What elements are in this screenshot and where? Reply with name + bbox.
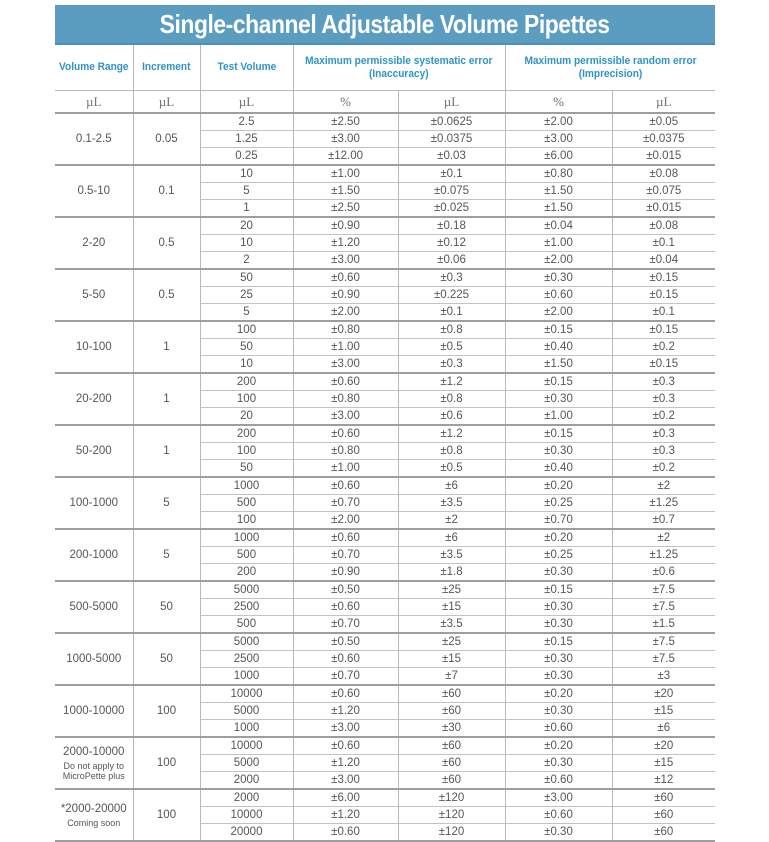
systematic-error-pct-cell: ±2.00	[293, 512, 398, 530]
random-error-ul-cell: ±0.6	[612, 564, 715, 582]
increment-cell: 5	[133, 529, 200, 581]
test-volume-cell: 20	[200, 408, 293, 426]
random-error-ul-cell: ±3	[612, 668, 715, 686]
random-error-pct-cell: ±6.00	[505, 148, 612, 166]
spec-row	[55, 529, 715, 547]
random-error-ul-cell: ±0.0375	[612, 131, 715, 148]
systematic-error-ul-cell: ±60	[398, 772, 505, 790]
test-volume-cell: 50	[200, 269, 293, 287]
random-error-pct-cell: ±0.20	[505, 529, 612, 547]
random-error-pct-cell: ±0.15	[505, 581, 612, 599]
test-volume-cell: 25	[200, 287, 293, 304]
spec-row	[55, 581, 715, 599]
increment-cell: 50	[133, 633, 200, 685]
test-volume-cell: 500	[200, 616, 293, 634]
random-error-pct-cell: ±0.30	[505, 616, 612, 634]
random-error-pct-cell: ±0.30	[505, 755, 612, 772]
systematic-error-ul-cell: ±0.1	[398, 304, 505, 322]
systematic-error-ul-cell: ±0.12	[398, 235, 505, 252]
systematic-error-pct-cell: ±0.50	[293, 633, 398, 651]
test-volume-cell: 100	[200, 443, 293, 460]
unit-systematic-pct: %	[293, 91, 398, 114]
test-volume-cell: 500	[200, 547, 293, 564]
systematic-error-ul-cell: ±120	[398, 824, 505, 842]
systematic-error-pct-cell: ±1.20	[293, 807, 398, 824]
random-error-pct-cell: ±0.30	[505, 651, 612, 668]
volume-range-value: *2000-20000	[60, 802, 127, 815]
test-volume-cell: 100	[200, 321, 293, 339]
systematic-error-pct-cell: ±0.60	[293, 373, 398, 391]
column-header-label	[524, 55, 696, 81]
test-volume-cell: 10000	[200, 737, 293, 755]
random-error-ul-cell: ±60	[612, 789, 715, 807]
systematic-error-pct-cell: ±1.00	[293, 460, 398, 478]
test-volume-cell: 1000	[200, 720, 293, 738]
systematic-error-pct-cell: ±0.50	[293, 581, 398, 599]
test-volume-cell: 10000	[200, 685, 293, 703]
spec-row	[55, 685, 715, 703]
unit-test-volume: µL	[200, 91, 293, 114]
random-error-ul-cell: ±60	[612, 807, 715, 824]
random-error-pct-cell: ±1.50	[505, 183, 612, 200]
volume-range-value: 50-200	[75, 444, 112, 457]
volume-range-value: 2-20	[82, 236, 106, 249]
volume-range-value: 0.1-2.5	[75, 132, 112, 145]
test-volume-cell: 10	[200, 165, 293, 183]
random-error-ul-cell: ±0.2	[612, 460, 715, 478]
volume-range-cell	[55, 685, 133, 737]
systematic-error-pct-cell: ±0.90	[293, 287, 398, 304]
systematic-error-pct-cell: ±1.20	[293, 755, 398, 772]
random-error-ul-cell: ±0.15	[612, 356, 715, 374]
systematic-error-pct-cell: ±0.60	[293, 269, 398, 287]
systematic-error-pct-cell: ±0.60	[293, 651, 398, 668]
increment-cell: 100	[133, 685, 200, 737]
test-volume-cell: 500	[200, 495, 293, 512]
systematic-error-ul-cell: ±120	[398, 807, 505, 824]
spec-row	[55, 477, 715, 495]
increment-cell: 0.5	[133, 217, 200, 269]
systematic-error-pct-cell: ±3.00	[293, 772, 398, 790]
spec-row	[55, 217, 715, 235]
spec-row	[55, 425, 715, 443]
test-volume-cell: 2	[200, 252, 293, 270]
volume-range-value: 10-100	[75, 340, 112, 353]
systematic-error-pct-cell: ±0.80	[293, 443, 398, 460]
random-error-ul-cell: ±0.015	[612, 148, 715, 166]
increment-cell: 0.5	[133, 269, 200, 321]
spec-row	[55, 269, 715, 287]
random-error-ul-cell: ±1.25	[612, 547, 715, 564]
systematic-error-ul-cell: ±30	[398, 720, 505, 738]
spec-row	[55, 321, 715, 339]
systematic-error-ul-cell: ±60	[398, 703, 505, 720]
test-volume-cell: 200	[200, 373, 293, 391]
systematic-error-pct-cell: ±0.60	[293, 824, 398, 842]
random-error-ul-cell: ±0.15	[612, 321, 715, 339]
systematic-error-ul-cell: ±1.2	[398, 425, 505, 443]
random-error-ul-cell: ±1.25	[612, 495, 715, 512]
systematic-error-pct-cell: ±0.70	[293, 547, 398, 564]
volume-range-cell	[55, 737, 133, 789]
systematic-error-sublabel: (Inaccuracy)	[369, 67, 429, 80]
systematic-error-ul-cell: ±1.8	[398, 564, 505, 582]
test-volume-cell: 2000	[200, 789, 293, 807]
random-error-pct-cell: ±0.60	[505, 807, 612, 824]
test-volume-cell: 100	[200, 391, 293, 408]
test-volume-cell: 100	[200, 512, 293, 530]
random-error-ul-cell: ±0.2	[612, 339, 715, 356]
test-volume-cell: 1000	[200, 529, 293, 547]
systematic-error-pct-cell: ±0.60	[293, 529, 398, 547]
column-header-systematic-error	[293, 45, 505, 91]
systematic-error-pct-cell: ±3.00	[293, 356, 398, 374]
column-header-volume-range	[55, 45, 133, 91]
volume-range-value: 5-50	[82, 288, 106, 301]
systematic-error-pct-cell: ±0.80	[293, 391, 398, 408]
test-volume-cell: 5	[200, 304, 293, 322]
volume-range-cell	[55, 477, 133, 529]
random-error-pct-cell: ±1.00	[505, 235, 612, 252]
random-error-pct-cell: ±0.70	[505, 512, 612, 530]
systematic-error-ul-cell: ±1.2	[398, 373, 505, 391]
test-volume-cell: 2.5	[200, 113, 293, 131]
random-error-pct-cell: ±0.20	[505, 477, 612, 495]
random-error-ul-cell: ±15	[612, 755, 715, 772]
random-error-pct-cell: ±0.30	[505, 391, 612, 408]
spec-table	[55, 45, 715, 842]
volume-range-cell	[55, 633, 133, 685]
increment-cell: 5	[133, 477, 200, 529]
random-error-pct-cell: ±0.25	[505, 547, 612, 564]
test-volume-cell: 2000	[200, 772, 293, 790]
random-error-ul-cell: ±15	[612, 703, 715, 720]
random-error-pct-cell: ±0.15	[505, 321, 612, 339]
systematic-error-pct-cell: ±2.50	[293, 113, 398, 131]
random-error-ul-cell: ±20	[612, 685, 715, 703]
random-error-ul-cell: ±60	[612, 824, 715, 842]
random-error-ul-cell: ±2	[612, 529, 715, 547]
increment-cell: 1	[133, 373, 200, 425]
random-error-ul-cell: ±20	[612, 737, 715, 755]
test-volume-cell: 2500	[200, 651, 293, 668]
test-volume-cell: 200	[200, 564, 293, 582]
random-error-ul-cell: ±7.5	[612, 581, 715, 599]
volume-range-value: 1000-10000	[63, 704, 125, 717]
test-volume-cell: 10	[200, 356, 293, 374]
random-error-pct-cell: ±0.60	[505, 287, 612, 304]
random-error-pct-cell: ±0.30	[505, 269, 612, 287]
random-error-pct-cell: ±3.00	[505, 131, 612, 148]
volume-range-cell	[55, 425, 133, 477]
test-volume-cell: 200	[200, 425, 293, 443]
systematic-error-pct-cell: ±0.70	[293, 616, 398, 634]
systematic-error-ul-cell: ±6	[398, 529, 505, 547]
random-error-pct-cell: ±0.60	[505, 772, 612, 790]
volume-range-cell	[55, 529, 133, 581]
systematic-error-pct-cell: ±1.20	[293, 235, 398, 252]
systematic-error-pct-cell: ±0.60	[293, 737, 398, 755]
random-error-pct-cell: ±0.25	[505, 495, 612, 512]
unit-random-pct: %	[505, 91, 612, 114]
spec-row	[55, 633, 715, 651]
column-header-increment	[133, 45, 200, 91]
column-header-label: Test Volume	[217, 61, 276, 73]
systematic-error-pct-cell: ±3.00	[293, 131, 398, 148]
random-error-ul-cell: ±0.1	[612, 304, 715, 322]
test-volume-cell: 20000	[200, 824, 293, 842]
systematic-error-ul-cell: ±60	[398, 755, 505, 772]
table-title-bar	[55, 5, 715, 45]
systematic-error-pct-cell: ±1.50	[293, 183, 398, 200]
systematic-error-ul-cell: ±120	[398, 789, 505, 807]
spec-row	[55, 789, 715, 807]
test-volume-cell: 5000	[200, 581, 293, 599]
column-header-label	[305, 55, 492, 81]
random-error-pct-cell: ±0.15	[505, 425, 612, 443]
systematic-error-pct-cell: ±3.00	[293, 252, 398, 270]
random-error-pct-cell: ±0.40	[505, 460, 612, 478]
random-error-pct-cell: ±1.50	[505, 356, 612, 374]
unit-systematic-ul: µL	[398, 91, 505, 114]
systematic-error-ul-cell: ±2	[398, 512, 505, 530]
systematic-error-pct-cell: ±12.00	[293, 148, 398, 166]
random-error-ul-cell: ±0.1	[612, 235, 715, 252]
column-header-label: Increment	[142, 61, 191, 73]
table-title: Single-channel Adjustable Volume Pipettes	[160, 8, 610, 39]
random-error-pct-cell: ±0.20	[505, 685, 612, 703]
systematic-error-pct-cell: ±2.50	[293, 200, 398, 218]
random-error-ul-cell: ±0.015	[612, 200, 715, 218]
random-error-ul-cell: ±0.3	[612, 425, 715, 443]
random-error-ul-cell: ±7.5	[612, 633, 715, 651]
test-volume-cell: 2500	[200, 599, 293, 616]
random-error-pct-cell: ±2.00	[505, 113, 612, 131]
volume-range-value: 100-1000	[69, 496, 119, 509]
random-error-ul-cell: ±0.08	[612, 165, 715, 183]
column-header-test-volume	[200, 45, 293, 91]
test-volume-cell: 20	[200, 217, 293, 235]
volume-range-note: Do not apply to MicroPette plus	[62, 760, 125, 781]
random-error-ul-cell: ±12	[612, 772, 715, 790]
random-error-pct-cell: ±0.30	[505, 703, 612, 720]
test-volume-cell: 5000	[200, 633, 293, 651]
systematic-error-ul-cell: ±0.225	[398, 287, 505, 304]
random-error-ul-cell: ±0.075	[612, 183, 715, 200]
units-row	[55, 91, 715, 114]
random-error-pct-cell: ±0.15	[505, 633, 612, 651]
systematic-error-ul-cell: ±3.5	[398, 547, 505, 564]
column-header-label: Volume Range	[58, 61, 129, 73]
random-error-pct-cell: ±1.50	[505, 200, 612, 218]
volume-range-value: 500-5000	[69, 600, 119, 613]
random-error-pct-cell: ±0.04	[505, 217, 612, 235]
systematic-error-pct-cell: ±0.60	[293, 599, 398, 616]
volume-range-cell	[55, 581, 133, 633]
increment-cell: 50	[133, 581, 200, 633]
systematic-error-ul-cell: ±0.0625	[398, 113, 505, 131]
random-error-ul-cell: ±7.5	[612, 599, 715, 616]
random-error-ul-cell: ±6	[612, 720, 715, 738]
systematic-error-pct-cell: ±6.00	[293, 789, 398, 807]
random-error-pct-cell: ±0.20	[505, 737, 612, 755]
volume-range-value: 1000-5000	[66, 652, 122, 665]
systematic-error-ul-cell: ±0.5	[398, 339, 505, 356]
random-error-pct-cell: ±3.00	[505, 789, 612, 807]
volume-range-cell	[55, 113, 133, 165]
volume-range-value: 2000-10000	[63, 745, 125, 758]
random-error-ul-cell: ±0.3	[612, 373, 715, 391]
systematic-error-ul-cell: ±0.075	[398, 183, 505, 200]
random-error-sublabel: (Imprecision)	[578, 67, 643, 80]
systematic-error-ul-cell: ±15	[398, 599, 505, 616]
systematic-error-ul-cell: ±0.5	[398, 460, 505, 478]
systematic-error-ul-cell: ±6	[398, 477, 505, 495]
systematic-error-pct-cell: ±0.70	[293, 495, 398, 512]
spec-table-body	[55, 113, 715, 841]
random-error-ul-cell: ±0.15	[612, 269, 715, 287]
systematic-error-pct-cell: ±2.00	[293, 304, 398, 322]
spec-row	[55, 373, 715, 391]
systematic-error-ul-cell: ±0.1	[398, 165, 505, 183]
unit-volume-range: µL	[55, 91, 133, 114]
random-error-pct-cell: ±1.00	[505, 408, 612, 426]
systematic-error-pct-cell: ±0.60	[293, 685, 398, 703]
random-error-pct-cell: ±0.30	[505, 564, 612, 582]
random-error-pct-cell: ±0.60	[505, 720, 612, 738]
test-volume-cell: 50	[200, 339, 293, 356]
systematic-error-pct-cell: ±0.80	[293, 321, 398, 339]
systematic-error-ul-cell: ±3.5	[398, 616, 505, 634]
random-error-ul-cell: ±0.7	[612, 512, 715, 530]
test-volume-cell: 50	[200, 460, 293, 478]
spec-row	[55, 165, 715, 183]
systematic-error-ul-cell: ±0.025	[398, 200, 505, 218]
pipette-spec-document	[55, 5, 715, 842]
unit-increment: µL	[133, 91, 200, 114]
systematic-error-ul-cell: ±3.5	[398, 495, 505, 512]
systematic-error-ul-cell: ±0.0375	[398, 131, 505, 148]
systematic-error-ul-cell: ±7	[398, 668, 505, 686]
systematic-error-pct-cell: ±3.00	[293, 720, 398, 738]
systematic-error-ul-cell: ±25	[398, 633, 505, 651]
systematic-error-pct-cell: ±3.00	[293, 408, 398, 426]
systematic-error-ul-cell: ±0.03	[398, 148, 505, 166]
unit-random-ul: µL	[612, 91, 715, 114]
random-error-ul-cell: ±0.04	[612, 252, 715, 270]
systematic-error-ul-cell: ±0.3	[398, 269, 505, 287]
random-error-label: Maximum permissible random error	[524, 54, 697, 67]
column-header-random-error	[505, 45, 715, 91]
systematic-error-pct-cell: ±1.00	[293, 339, 398, 356]
random-error-ul-cell: ±0.3	[612, 391, 715, 408]
random-error-ul-cell: ±0.05	[612, 113, 715, 131]
volume-range-cell	[55, 373, 133, 425]
volume-range-cell	[55, 217, 133, 269]
random-error-ul-cell: ±0.15	[612, 287, 715, 304]
systematic-error-ul-cell: ±0.6	[398, 408, 505, 426]
random-error-pct-cell: ±2.00	[505, 304, 612, 322]
random-error-pct-cell: ±0.30	[505, 824, 612, 842]
systematic-error-pct-cell: ±0.60	[293, 425, 398, 443]
systematic-error-ul-cell: ±0.18	[398, 217, 505, 235]
increment-cell: 0.1	[133, 165, 200, 217]
random-error-pct-cell: ±0.30	[505, 443, 612, 460]
systematic-error-pct-cell: ±0.60	[293, 477, 398, 495]
systematic-error-ul-cell: ±0.3	[398, 356, 505, 374]
test-volume-cell: 1000	[200, 477, 293, 495]
systematic-error-pct-cell: ±0.70	[293, 668, 398, 686]
random-error-ul-cell: ±0.08	[612, 217, 715, 235]
test-volume-cell: 1000	[200, 668, 293, 686]
volume-range-value: 0.5-10	[77, 184, 111, 197]
random-error-ul-cell: ±2	[612, 477, 715, 495]
increment-cell: 1	[133, 321, 200, 373]
test-volume-cell: 5000	[200, 755, 293, 772]
increment-cell: 100	[133, 737, 200, 789]
random-error-ul-cell: ±0.3	[612, 443, 715, 460]
random-error-ul-cell: ±0.2	[612, 408, 715, 426]
volume-range-note: Coming soon	[67, 817, 121, 828]
systematic-error-label: Maximum permissible systematic error	[305, 54, 493, 67]
systematic-error-pct-cell: ±1.00	[293, 165, 398, 183]
random-error-pct-cell: ±0.15	[505, 373, 612, 391]
systematic-error-pct-cell: ±1.20	[293, 703, 398, 720]
random-error-ul-cell: ±7.5	[612, 651, 715, 668]
systematic-error-ul-cell: ±0.8	[398, 321, 505, 339]
volume-range-value: 20-200	[75, 392, 112, 405]
spec-row	[55, 737, 715, 755]
increment-cell: 100	[133, 789, 200, 841]
test-volume-cell: 0.25	[200, 148, 293, 166]
systematic-error-pct-cell: ±0.90	[293, 564, 398, 582]
test-volume-cell: 1	[200, 200, 293, 218]
random-error-pct-cell: ±0.30	[505, 668, 612, 686]
systematic-error-ul-cell: ±0.06	[398, 252, 505, 270]
random-error-pct-cell: ±0.40	[505, 339, 612, 356]
test-volume-cell: 5000	[200, 703, 293, 720]
volume-range-cell	[55, 789, 133, 841]
test-volume-cell: 10000	[200, 807, 293, 824]
spec-row	[55, 113, 715, 131]
random-error-ul-cell: ±1.5	[612, 616, 715, 634]
systematic-error-ul-cell: ±25	[398, 581, 505, 599]
systematic-error-ul-cell: ±15	[398, 651, 505, 668]
random-error-pct-cell: ±0.30	[505, 599, 612, 616]
systematic-error-pct-cell: ±0.90	[293, 217, 398, 235]
random-error-pct-cell: ±0.80	[505, 165, 612, 183]
systematic-error-ul-cell: ±60	[398, 737, 505, 755]
volume-range-value: 200-1000	[69, 548, 119, 561]
systematic-error-ul-cell: ±0.8	[398, 443, 505, 460]
increment-cell: 1	[133, 425, 200, 477]
test-volume-cell: 1.25	[200, 131, 293, 148]
header-row	[55, 45, 715, 91]
increment-cell: 0.05	[133, 113, 200, 165]
volume-range-cell	[55, 321, 133, 373]
systematic-error-ul-cell: ±60	[398, 685, 505, 703]
volume-range-cell	[55, 165, 133, 217]
volume-range-cell	[55, 269, 133, 321]
test-volume-cell: 10	[200, 235, 293, 252]
systematic-error-ul-cell: ±0.8	[398, 391, 505, 408]
test-volume-cell: 5	[200, 183, 293, 200]
random-error-pct-cell: ±2.00	[505, 252, 612, 270]
